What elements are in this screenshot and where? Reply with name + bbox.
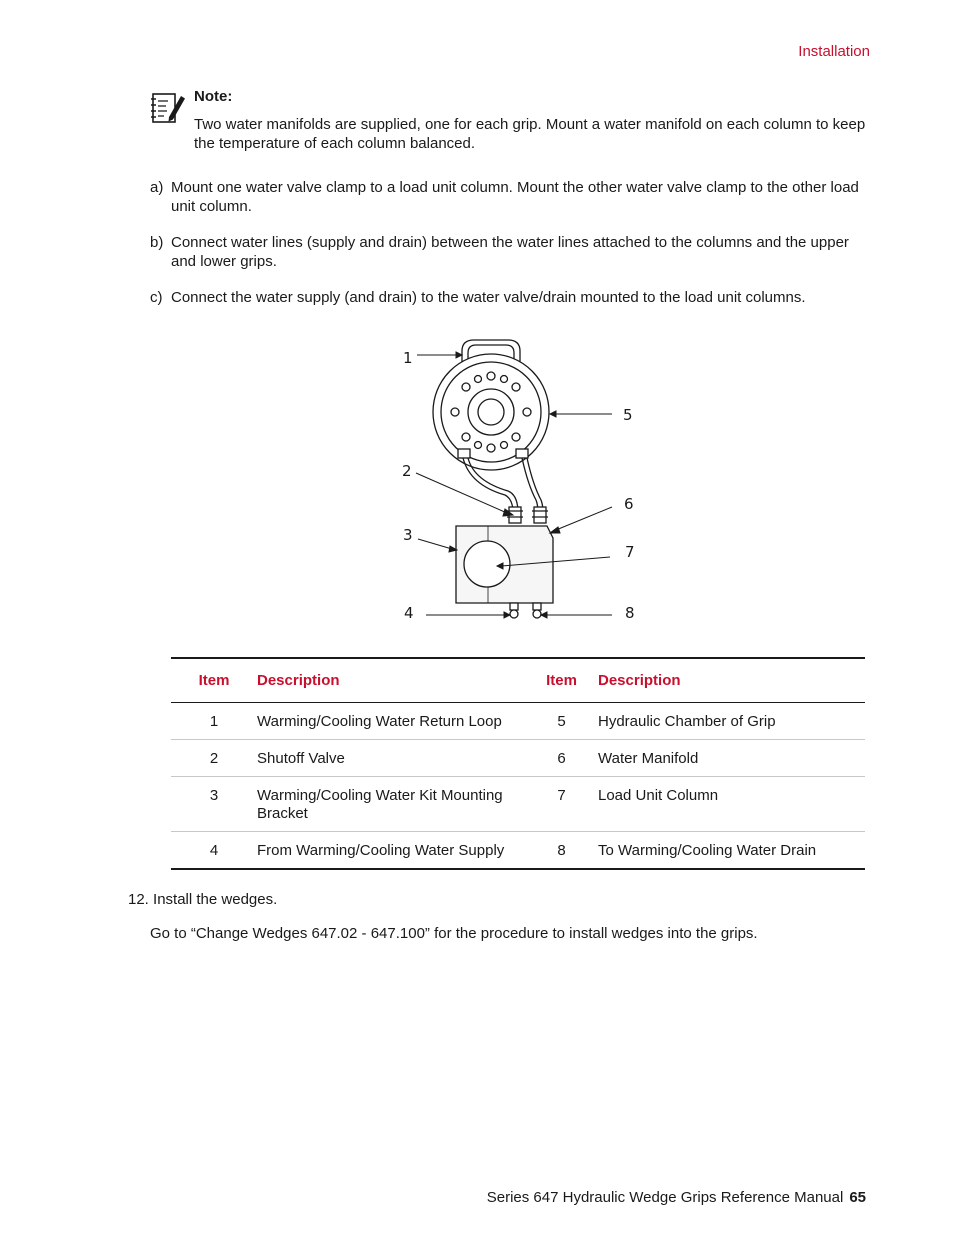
table-header-row [171,658,865,703]
item-description: To Warming/Cooling Water Drain [598,842,817,859]
callout-8: 8 [625,604,635,622]
item-number: 5 [525,703,598,740]
item-description-table [171,657,865,870]
note-title: Note: [194,88,233,105]
callout-6: 6 [624,495,634,513]
water-manifold-diagram [390,335,650,630]
callout-3: 3 [403,526,413,544]
item-description: Water Manifold [598,740,865,777]
manual-title: Series 647 Hydraulic Wedge Grips Reference Manual [486,1189,844,1206]
step-label: c) [150,289,163,306]
step-text: Connect the water supply (and drain) to the water valve/drain mounted to the load unit columns. [171,289,806,306]
page-footer [487,1189,866,1206]
item-description: Load Unit Column [598,777,865,832]
step-number: 12. [128,891,149,908]
step-label: b) [150,234,164,251]
callout-4: 4 [404,604,414,622]
item-number: 3 [171,777,257,832]
callout-7: 7 [625,543,635,561]
header-item: Item [171,658,257,703]
header-description: Description [598,658,865,703]
table-row [171,740,865,777]
item-description: Warming/Cooling Water Kit Mounting Bracket [257,777,525,832]
table-row [171,703,865,740]
item-number: 8 [557,842,566,859]
table-row [171,777,865,832]
note-text: Two water manifolds are supplied, one for each grip. Mount a water manifold on each column to keep the temperature of each column balanced. [194,116,866,152]
item-description: From Warming/Cooling Water Supply [257,842,505,859]
item-description: Shutoff Valve [257,740,525,777]
step-text: Install the wedges. [153,891,278,908]
cross-reference-paragraph: Go to “Change Wedges 647.02 - 647.100” for the procedure to install wedges into the grips. [150,925,758,942]
header-description: Description [257,658,525,703]
callout-2: 2 [402,462,412,480]
callout-5: 5 [623,406,633,424]
step-label: a) [150,179,164,196]
table-row [171,832,865,870]
item-number: 2 [171,740,257,777]
item-description: Hydraulic Chamber of Grip [598,703,865,740]
item-number: 4 [209,842,219,859]
step-text: Mount one water valve clamp to a load unit column. Mount the other water valve clamp to the other load unit column. [171,179,859,215]
header-item: Item [525,658,598,703]
item-number: 7 [525,777,598,832]
callout-1: 1 [403,349,413,367]
step-text: Connect water lines (supply and drain) between the water lines attached to the columns and the upper and lower grips. [171,234,849,270]
item-number: 1 [171,703,257,740]
item-number: 6 [525,740,598,777]
item-description: Warming/Cooling Water Return Loop [257,703,525,740]
header-section-title: Installation [798,43,870,60]
step-12 [128,891,277,908]
note-pencil-icon [148,90,188,126]
page-number: 65 [849,1189,866,1206]
